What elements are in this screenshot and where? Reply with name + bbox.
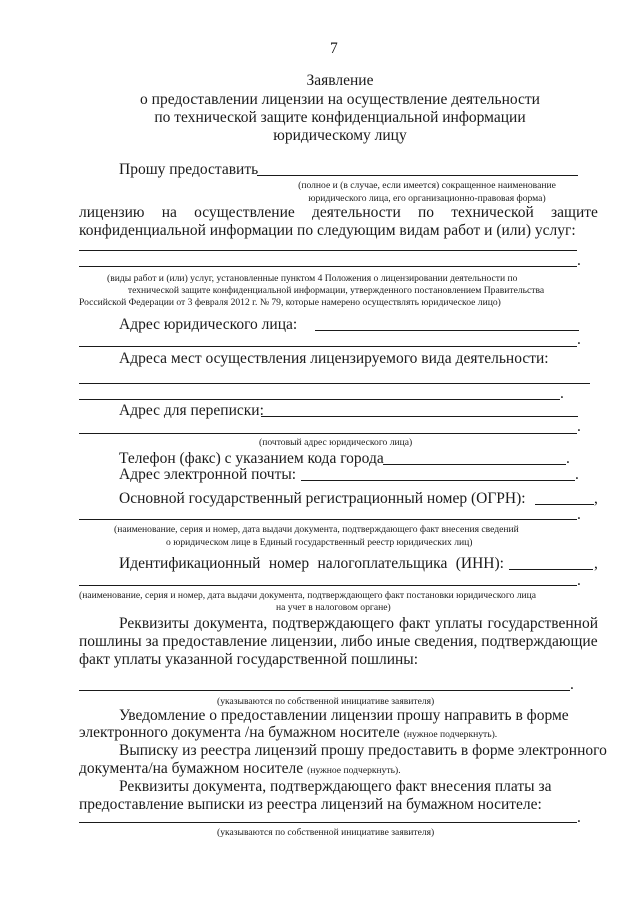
document-title-line-2: о предоставлении лицензии на осуществление деятельности [140,91,540,108]
word: факт [399,615,431,632]
services-field-line-2[interactable] [79,266,577,267]
services-field-line-1[interactable] [79,250,577,251]
word: по [417,204,435,221]
license-activity-line [79,204,598,222]
mail-address-field[interactable] [261,416,578,417]
company-name-field[interactable] [257,175,578,176]
period-mark: . [560,385,564,402]
company-name-note-2: юридического лица, его организационно-правовая форма) [308,193,546,204]
word: номер [268,555,310,572]
period-mark: . [577,506,581,523]
phone-field[interactable] [383,464,566,465]
notification-text-line-2 [79,724,497,742]
legal-address-label: Адрес юридического лица: [119,316,298,333]
activity-addresses-field-2[interactable] [79,399,560,400]
ogrn-note: (наименование, серия и номер, дата выдачи документа, подтверждающего факт внесения сведений [114,524,519,535]
comma-mark: , [594,555,598,572]
extract-hint: (нужное подчеркнуть). [307,765,401,776]
period-mark: . [577,252,581,269]
word: документа, [194,615,268,632]
extract-format-options[interactable]: документа/на бумажном носителе [79,760,304,777]
extract-fee-text-line-1: Реквизиты документа, подтверждающего факт внесения платы за [119,778,552,795]
ogrn-label: Основной государственный регистрационный номер (ОГРН): [119,490,526,507]
mail-address-label: Адрес для переписки: [119,402,264,419]
period-mark: . [566,450,570,467]
word: осуществление [194,204,295,221]
extract-text-line-1: Выписку из реестра лицензий прошу предоставить в форме электронного [119,742,607,759]
extract-fee-note: (указываются по собственной инициативе заявителя) [217,827,435,838]
period-mark: . [577,809,581,826]
page-number: 7 [330,40,338,57]
mail-address-field-2[interactable] [79,433,577,434]
document-title-line-4: юридическому лицу [273,127,407,144]
inn-document-field[interactable] [79,585,577,586]
word: налогоплательщика [317,555,448,572]
period-mark: . [577,572,581,589]
word: государственной [487,615,598,632]
word: уплаты [435,615,483,632]
ogrn-document-field[interactable] [79,519,577,520]
word: подтверждающего [272,615,394,632]
services-note-3: Российской Федерации от 3 февраля 2012 г. № 79, которые намерено осуществлять юридическое лицо) [79,297,501,308]
period-mark: . [577,331,581,348]
legal-address-field-2[interactable] [79,346,577,347]
services-intro: конфиденциальной информации по следующим видам работ и (или) услуг: [79,222,576,239]
activity-addresses-field[interactable] [79,383,590,384]
word: деятельности [312,204,401,221]
email-label: Адрес электронной почты: [119,466,297,483]
fee-text-line-1 [119,615,598,633]
period-mark: . [577,418,581,435]
comma-mark: , [594,490,598,507]
company-name-note: (полное и (в случае, если имеется) сокращенное наименование [298,180,556,191]
period-mark: . [570,676,574,693]
services-note-2: технической защите конфиденциальной информации, утвержденного постановлением Правительства [127,285,545,296]
word: технической [451,204,534,221]
extract-fee-field[interactable] [79,822,577,823]
ogrn-field[interactable] [535,504,594,505]
word: лицензию [79,204,145,221]
inn-label [119,555,504,573]
document-title-line-3: по технической защите конфиденциальной информации [154,109,526,126]
fee-text-line-2: пошлины за предоставление лицензии, либо иные сведения, подтверждающие [79,633,598,650]
request-label: Прошу предоставить [119,161,259,178]
extract-text-line-2 [79,760,401,778]
document-title: Заявление [306,72,374,89]
inn-note-2: на учет в налоговом органе) [276,602,391,613]
notification-format-options[interactable]: электронного документа /на бумажном носителе [79,724,400,741]
word: защите [551,204,598,221]
email-field[interactable] [301,480,575,481]
inn-field[interactable] [509,569,593,570]
word: (ИНН): [455,555,504,572]
word: Реквизиты [119,615,190,632]
fee-field[interactable] [79,690,570,691]
word: на [161,204,177,221]
phone-label: Телефон (факс) с указанием кода города [119,450,384,467]
word: Идентификационный [119,555,261,572]
notification-hint: (нужное подчеркнуть). [403,729,498,740]
mail-address-note: (почтовый адрес юридического лица) [259,437,413,448]
legal-address-field[interactable] [315,330,579,331]
fee-note: (указываются по собственной инициативе заявителя) [217,696,435,707]
inn-note: (наименование, серия и номер, дата выдачи документа, подтверждающего факт постановки юридического лица [79,590,537,601]
ogrn-note-2: о юридическом лице в Единый государственный реестр юридических лиц) [166,537,473,548]
notification-text-line-1: Уведомление о предоставлении лицензии прошу направить в форме [119,707,569,724]
period-mark: . [575,466,579,483]
activity-addresses-label: Адреса мест осуществления лицензируемого вида деятельности: [119,350,549,367]
services-note: (виды работ и (или) услуг, установленные пунктом 4 Положения о лицензировании деятельности по [107,273,518,284]
extract-fee-text-line-2: предоставление выписки из реестра лицензий на бумажном носителе: [79,796,542,813]
fee-text-line-3: факт уплаты указанной государственной пошлины: [79,651,419,668]
